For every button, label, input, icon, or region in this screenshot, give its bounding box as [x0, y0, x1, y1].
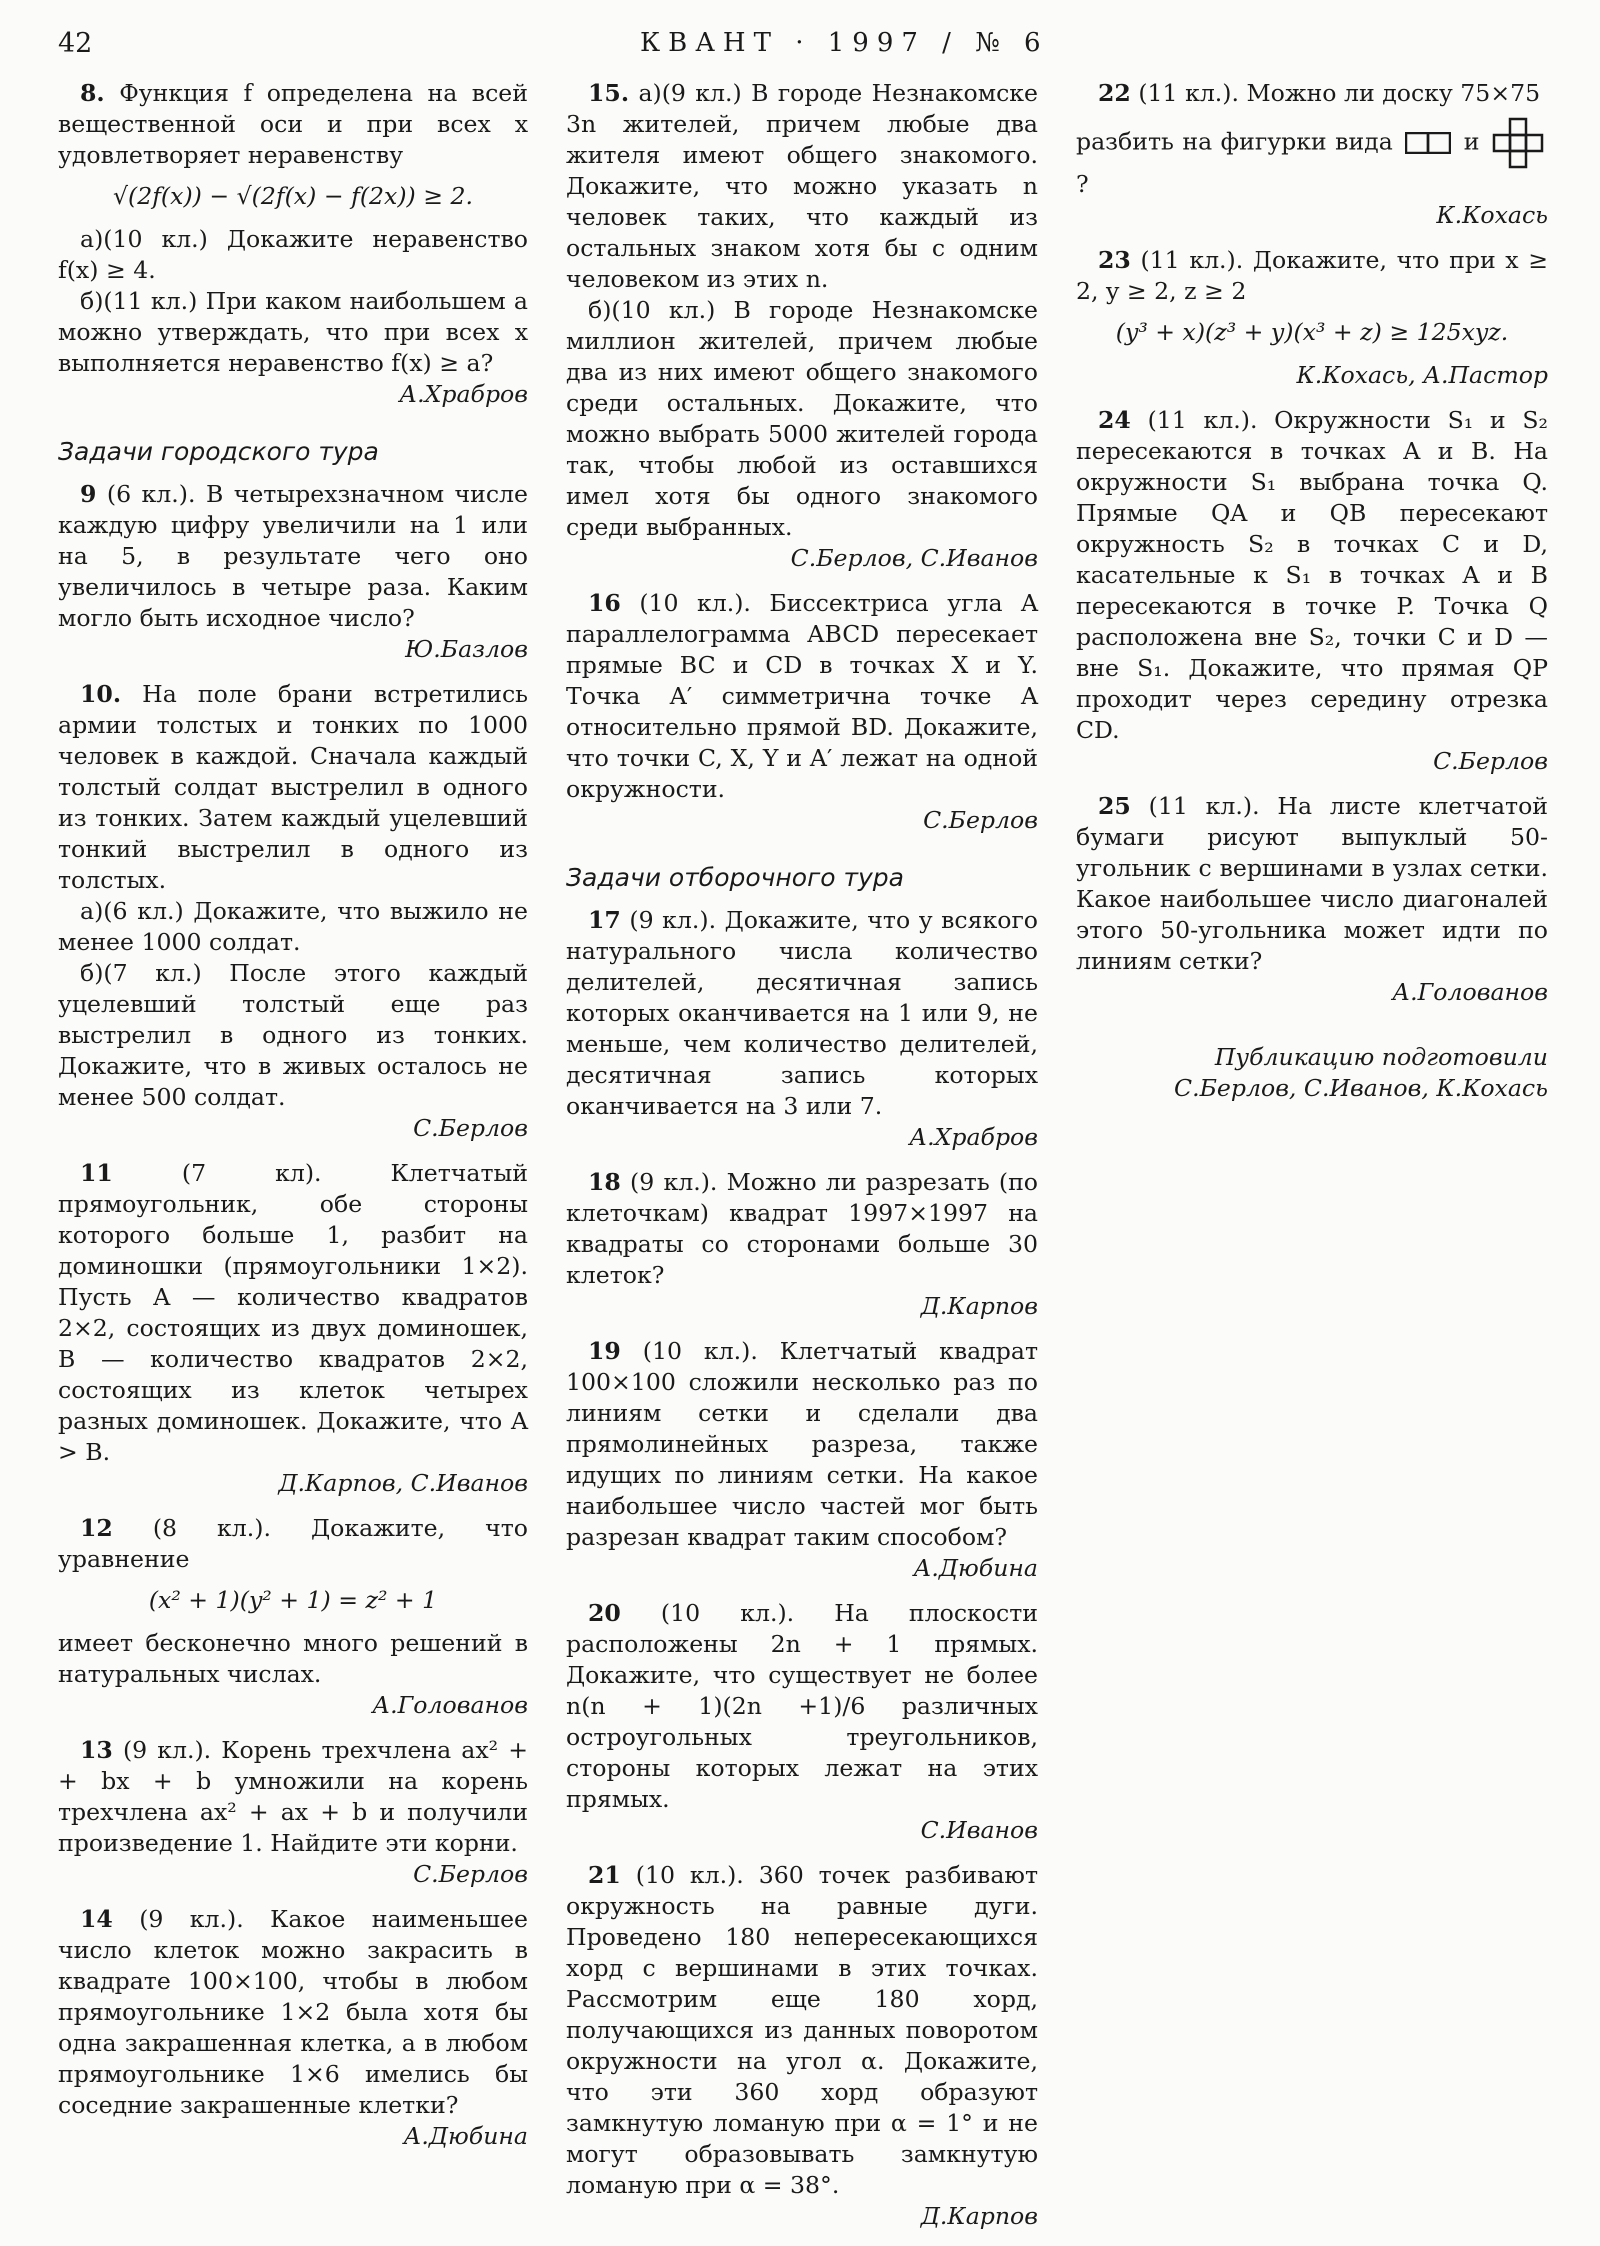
author: Ю.Базлов	[405, 635, 528, 663]
problem-19: 19 (10 кл.). Клетчатый квадрат 100×100 сложили несколько раз по линиям сетки и сделали два прямолинейных разреза, также идущих по линиям сетки. На какое наибольшее число частей мог быть разрезан квадрат таким способом?	[566, 1337, 1039, 1551]
problem-22-shapes-line: разбить на фигурки вида и ?	[1076, 117, 1548, 200]
problem-10-part-a: а)(6 кл.) Докажите, что выжило не менее 1000 солдат.	[58, 897, 528, 956]
problem-15-part-b: б)(10 кл.) В городе Незнакомске миллион жителей, причем любые два из них имеют общего знакомого среди остальных. Докажите, что можно выбрать 5000 жителей города так, чтобы любой из оставшихся имел хотя бы одного знакомого среди выбранных.	[566, 296, 1038, 541]
page-number: 42	[58, 28, 93, 59]
credits-names: С.Берлов, С.Иванов, К.Кохась	[1174, 1074, 1548, 1102]
problem-8-formula: √(2f(x)) − √(2f(x) − f(2x)) ≥ 2.	[112, 182, 474, 210]
problem-16: 16 (10 кл.). Биссектриса угла A параллелограмма ABCD пересекает прямые BC и CD в точках X и Y. Точка A′ симметрична точке A относительно прямой BD. Докажите, что точки C, X, Y и A′ лежат на одной окружности.	[566, 589, 1038, 803]
domino-figure-icon	[1405, 132, 1451, 154]
problem-21: 21 (10 кл.). 360 точек разбивают окружность на равные дуги. Проведено 180 непересекающихся хорд с вершинами в этих точках. Рассмотрим еще 180 хорд, получающихся из данных поворотом окружности на угол α. Докажите, что эти 360 хорд образуют замкнутую ломаную при α = 1° и не могут образовывать замкнутую ломаную при α = 38°.	[566, 1861, 1038, 2199]
problem-15-part-a: 15. а)(9 кл.) В городе Незнакомске 3n жителей, причем любые два жителя имеют общего знакомого. Докажите, что можно указать n человек таких, что каждый из остальных знаком хотя бы с одним человеком из этих n.	[566, 79, 1038, 293]
author: Д.Карпов	[920, 2202, 1038, 2230]
credits-heading: Публикацию подготовили	[1214, 1043, 1548, 1071]
problem-8: 8. Функция f определена на всей вещественной оси и при всех x удовлетворяет неравенству	[58, 79, 528, 169]
author: К.Кохась	[1436, 201, 1548, 229]
author: С.Берлов	[923, 806, 1038, 834]
problem-13: 13 (9 кл.). Корень трехчлена ax² + + bx + b умножили на корень трехчлена ax² + ax + b и получили произведение 1. Найдите эти корни.	[58, 1736, 528, 1857]
author: С.Берлов	[413, 1860, 528, 1888]
running-title: КВАНТ · 1997 / № 6	[640, 28, 1049, 58]
problem-22: 22 (11 кл.). Можно ли доску 75×75	[1098, 79, 1541, 107]
author: А.Храбров	[909, 1123, 1038, 1151]
problem-12-formula: (x² + 1)(y² + 1) = z² + 1	[148, 1586, 438, 1614]
problem-24: 24 (11 кл.). Окружности S₁ и S₂ пересекаются в точках A и B. На окружности S₁ выбрана точка Q. Прямые QA и QB пересекают окружность S₂ в точках C и D, касательные к S₁ в точках A и B пересекаются в точке P. Точка Q расположена вне S₂, точки C и D — вне S₁. Докажите, что прямая QP проходит через середину отрезка CD.	[1076, 406, 1548, 744]
problem-18: 18 (9 кл.). Можно ли разрезать (по клеточкам) квадрат 1997×1997 на квадраты со сторонами больше 30 клеток?	[566, 1168, 1038, 1289]
problem-11: 11 (7 кл). Клетчатый прямоугольник, обе стороны которого больше 1, разбит на доминошки (прямоугольники 1×2). Пусть A — количество квадратов 2×2, состоящих из двух доминошек, B — количество квадратов 2×2, состоящих из клеток четырех разных доминошек. Докажите, что A > B.	[58, 1159, 529, 1466]
section-heading-selection: Задачи отборочного тура	[566, 863, 904, 892]
problem-8-part-b: б)(11 кл.) При каком наибольшем a можно утверждать, что при всех x выполняется неравенство f(x) ≥ a?	[58, 287, 528, 377]
author: А.Голованов	[1392, 978, 1548, 1006]
author: С.Иванов	[920, 1816, 1038, 1844]
problem-25: 25 (11 кл.). На листе клетчатой бумаги рисуют выпуклый 50-угольник с вершинами в узлах сетки. Какое наибольшее число диагоналей этого 50-угольника может идти по линиям сетки?	[1076, 792, 1549, 975]
section-heading-city: Задачи городского тура	[58, 437, 379, 466]
author: А.Дюбина	[403, 2122, 528, 2150]
problem-20: 20 (10 кл.). На плоскости расположены 2n + 1 прямых. Докажите, что существует не более n(n + 1)(2n +1)/6 различных остроугольных треугольников, стороны которых лежат на этих прямых.	[566, 1599, 1039, 1813]
problem-10-part-b: б)(7 кл.) После этого каждый уцелевший толстый еще раз выстрелил в одного из тонких. Докажите, что в живых осталось не менее 500 солдат.	[58, 959, 528, 1111]
author: А.Голованов	[372, 1691, 528, 1719]
cross-figure-icon	[1492, 117, 1544, 169]
page-header	[0, 28, 1600, 68]
column-1	[58, 78, 528, 2166]
author: С.Берлов	[1433, 747, 1548, 775]
column-2	[566, 78, 1038, 2246]
problem-8-part-a: а)(10 кл.) Докажите неравенство f(x) ≥ 4.	[58, 225, 528, 284]
author: А.Храбров	[399, 380, 528, 408]
problem-12-continued: имеет бесконечно много решений в натуральных числах.	[58, 1629, 528, 1688]
author: К.Кохась, А.Пастор	[1296, 361, 1548, 389]
author: С.Берлов, С.Иванов	[790, 544, 1038, 572]
problem-14: 14 (9 кл.). Какое наименьшее число клеток можно закрасить в квадрате 100×100, чтобы в любом прямоугольнике 1×2 была хотя бы одна закрашенная клетка, а в любом прямоугольнике 1×6 имелись бы соседние закрашенные клетки?	[58, 1905, 528, 2119]
problem-17: 17 (9 кл.). Докажите, что у всякого натурального числа количество делителей, десятичная запись которых оканчивается на 1 или 9, не меньше, чем количество делителей, десятичная запись которых оканчивается на 3 или 7.	[566, 906, 1039, 1120]
problem-10: 10. На поле брани встретились армии толстых и тонких по 1000 человек в каждой. Сначала каждый толстый солдат выстрелил в одного из тонких. Затем каждый уцелевший тонкий выстрелил в одного из толстых.	[58, 680, 529, 894]
column-3	[1076, 78, 1548, 1104]
author: Д.Карпов, С.Иванов	[278, 1469, 528, 1497]
author: С.Берлов	[413, 1114, 528, 1142]
problem-23-formula: (y³ + x)(z³ + y)(x³ + z) ≥ 125xyz.	[1115, 318, 1509, 346]
author: А.Дюбина	[913, 1554, 1038, 1582]
author: Д.Карпов	[920, 1292, 1038, 1320]
problem-12: 12 (8 кл.). Докажите, что уравнение	[58, 1514, 528, 1573]
problem-9: 9 (6 кл.). В четырехзначном числе каждую цифру увеличили на 1 или на 5, в результате чего оно увеличилось в четыре раза. Каким могло быть исходное число?	[58, 480, 529, 632]
problem-23: 23 (11 кл.). Докажите, что при x ≥ 2, y ≥ 2, z ≥ 2	[1076, 246, 1548, 305]
